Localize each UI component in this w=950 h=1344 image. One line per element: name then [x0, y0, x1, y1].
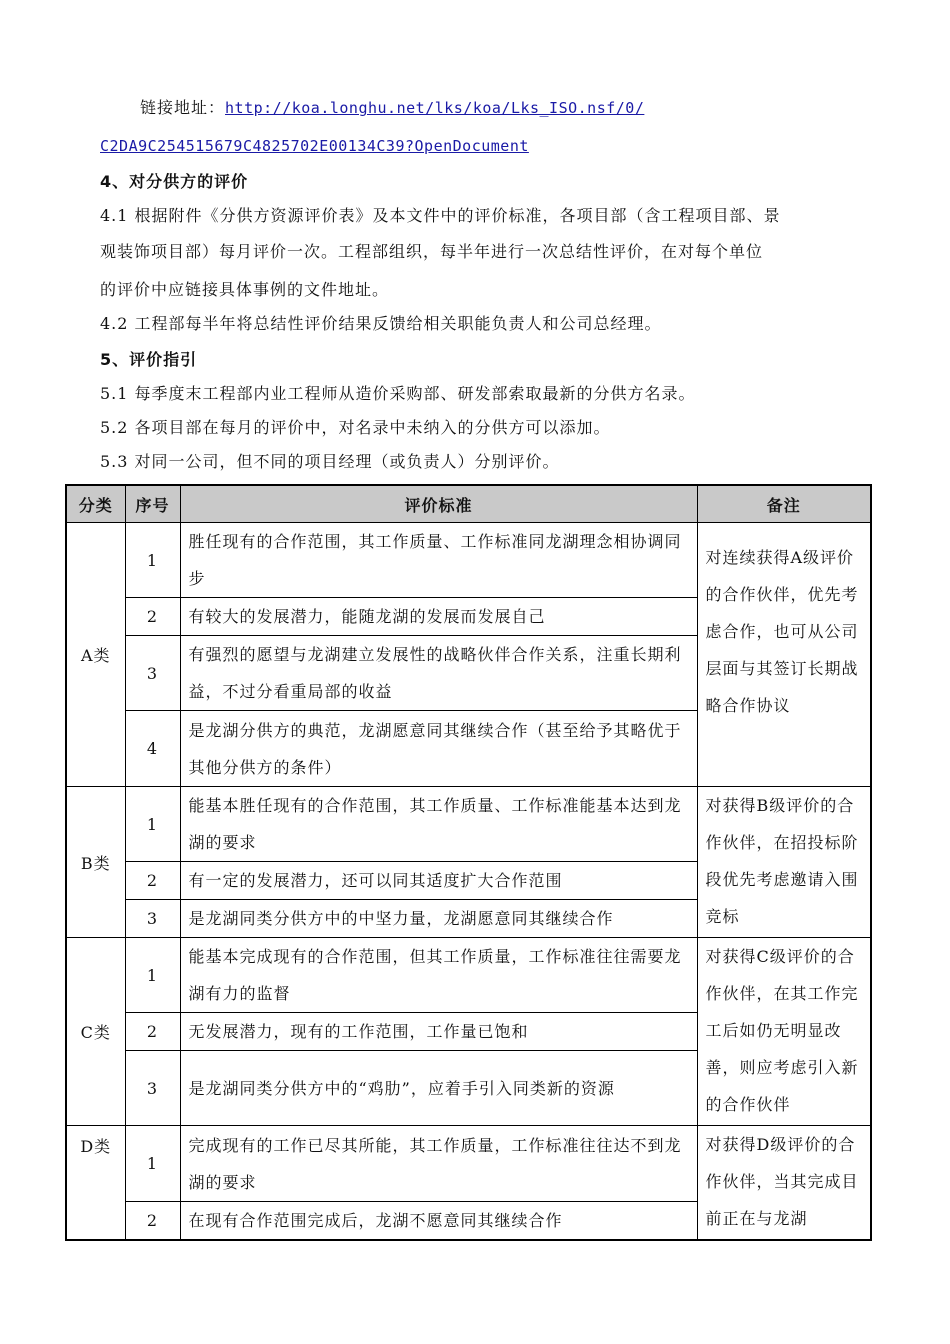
link-url-part2[interactable]: C2DA9C254515679C4825702E00134C39?OpenDocument [100, 137, 529, 155]
section4-para1-line2: 观装饰项目部）每月评价一次。工程部组织，每半年进行一次总结性评价，在对每个单位 [100, 242, 764, 261]
criteria-cell: 能基本完成现有的合作范围，但其工作质量，工作标准往往需要龙湖有力的监督 [180, 938, 697, 1013]
row-number: 1 [125, 1126, 180, 1202]
row-number: 2 [125, 1013, 180, 1051]
section4-para2: 4.2 工程部每半年将总结性评价结果反馈给相关职能负责人和公司总经理。 [100, 314, 662, 333]
criteria-cell: 胜任现有的合作范围，其工作质量、工作标准同龙湖理念相协调同步 [180, 523, 697, 598]
section5-heading: 5、评价指引 [100, 350, 198, 369]
header-number: 序号 [125, 485, 180, 523]
category-cell-c: C类 [66, 938, 125, 1126]
row-number: 3 [125, 1051, 180, 1126]
section5-para3: 5.3 对同一公司，但不同的项目经理（或负责人）分别评价。 [100, 452, 560, 471]
row-number: 2 [125, 862, 180, 900]
link-line-2 [100, 136, 529, 156]
criteria-cell: 完成现有的工作已尽其所能，其工作质量，工作标准往往达不到龙湖的要求 [180, 1126, 697, 1202]
row-number: 1 [125, 787, 180, 862]
row-number: 4 [125, 711, 180, 787]
table-row [66, 1126, 871, 1202]
evaluation-table [65, 484, 872, 1241]
row-number: 2 [125, 598, 180, 636]
header-remarks: 备注 [697, 485, 871, 523]
category-cell-b: B类 [66, 787, 125, 938]
table-row [66, 523, 871, 598]
header-category: 分类 [66, 485, 125, 523]
remark-cell-b: 对获得B级评价的合作伙伴，在招投标阶段优先考虑邀请入围竞标 [697, 787, 871, 938]
section5-para1: 5.1 每季度末工程部内业工程师从造价采购部、研发部索取最新的分供方名录。 [100, 384, 696, 403]
remark-cell-a: 对连续获得A级评价的合作伙伴，优先考虑合作，也可从公司层面与其签订长期战略合作协议 [697, 523, 871, 787]
criteria-cell: 是龙湖分供方的典范，龙湖愿意同其继续合作（甚至给予其略优于其他分供方的条件） [180, 711, 697, 787]
criteria-cell: 能基本胜任现有的合作范围，其工作质量、工作标准能基本达到龙湖的要求 [180, 787, 697, 862]
header-criteria: 评价标准 [180, 485, 697, 523]
section4-heading: 4、对分供方的评价 [100, 172, 249, 191]
table-row [66, 787, 871, 862]
table-row [66, 938, 871, 1013]
remark-cell-c: 对获得C级评价的合作伙伴，在其工作完工后如仍无明显改善，则应考虑引入新的合作伙伴 [697, 938, 871, 1126]
criteria-cell: 有较大的发展潜力，能随龙湖的发展而发展自己 [180, 598, 697, 636]
link-url-part1[interactable]: http://koa.longhu.net/lks/koa/Lks_ISO.nsf/0/ [225, 99, 645, 117]
category-cell-a: A类 [66, 523, 125, 787]
criteria-cell: 有强烈的愿望与龙湖建立发展性的战略伙伴合作关系，注重长期利益，不过分看重局部的收益 [180, 636, 697, 711]
row-number: 3 [125, 900, 180, 938]
link-label: 链接地址： [140, 98, 226, 117]
criteria-cell: 在现有合作范围完成后，龙湖不愿意同其继续合作 [180, 1202, 697, 1241]
row-number: 1 [125, 938, 180, 1013]
section4-para1-line3: 的评价中应链接具体事例的文件地址。 [100, 280, 390, 299]
criteria-cell: 无发展潜力，现有的工作范围，工作量已饱和 [180, 1013, 697, 1051]
criteria-cell: 是龙湖同类分供方中的中坚力量，龙湖愿意同其继续合作 [180, 900, 697, 938]
row-number: 3 [125, 636, 180, 711]
category-cell-d: D类 [66, 1126, 125, 1241]
criteria-cell: 有一定的发展潜力，还可以同其适度扩大合作范围 [180, 862, 697, 900]
row-number: 1 [125, 523, 180, 598]
link-line-1 [140, 98, 644, 118]
row-number: 2 [125, 1202, 180, 1241]
table-header-row [66, 485, 871, 523]
section5-para2: 5.2 各项目部在每月的评价中，对名录中未纳入的分供方可以添加。 [100, 418, 611, 437]
criteria-cell: 是龙湖同类分供方中的“鸡肋”，应着手引入同类新的资源 [180, 1051, 697, 1126]
section4-para1-line1: 4.1 根据附件《分供方资源评价表》及本文件中的评价标准，各项目部（含工程项目部、景 [100, 206, 781, 225]
remark-cell-d: 对获得D级评价的合作伙伴，当其完成目前正在与龙湖 [697, 1126, 871, 1241]
